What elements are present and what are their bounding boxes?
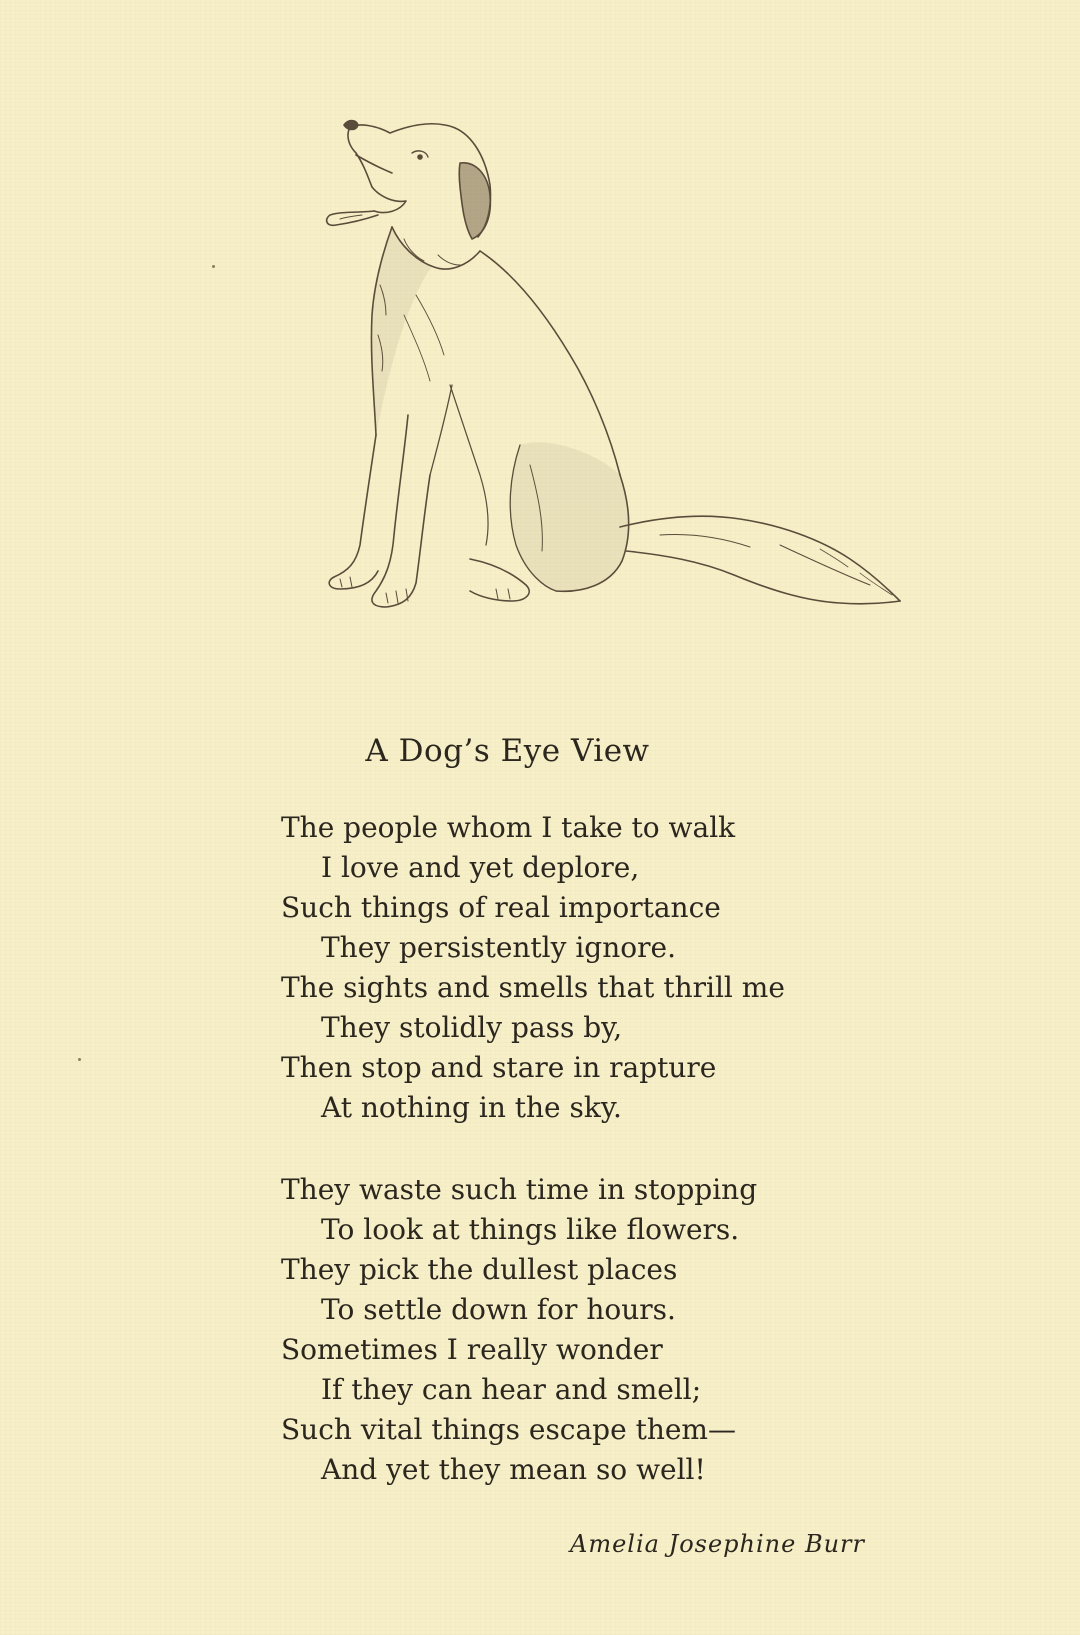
poem-line: Such vital things escape them— xyxy=(281,1413,736,1446)
poem-title: A Dog’s Eye View xyxy=(365,733,650,769)
poem-line: Sometimes I really wonder xyxy=(281,1333,663,1366)
poem-author: Amelia Josephine Burr xyxy=(570,1530,865,1558)
poem-line: They persistently ignore. xyxy=(321,931,676,964)
poem-body xyxy=(281,808,801,1490)
stanza-gap xyxy=(281,1128,801,1170)
stanza-1 xyxy=(281,808,801,1128)
poem-line: Then stop and stare in rapture xyxy=(281,1051,717,1084)
poem-line: To settle down for hours. xyxy=(321,1293,676,1326)
dog-illustration xyxy=(320,115,930,645)
paper-speck xyxy=(78,1058,81,1061)
poem-line: If they can hear and smell; xyxy=(321,1373,702,1406)
poem-line: At nothing in the sky. xyxy=(321,1091,622,1124)
poem-line: And yet they mean so well! xyxy=(321,1453,706,1486)
poem-line: Such things of real importance xyxy=(281,891,721,924)
poem-line: I love and yet deplore, xyxy=(321,851,640,884)
poem-line: To look at things like flowers. xyxy=(321,1213,740,1246)
poem-line: They pick the dullest places xyxy=(281,1253,678,1286)
stanza-2 xyxy=(281,1170,801,1490)
poem-line: The sights and smells that thrill me xyxy=(281,971,785,1004)
poem-line: They stolidly pass by, xyxy=(321,1011,623,1044)
poem-line: The people whom I take to walk xyxy=(281,811,736,844)
poem-line: They waste such time in stopping xyxy=(281,1173,758,1206)
paper-speck xyxy=(212,265,215,268)
